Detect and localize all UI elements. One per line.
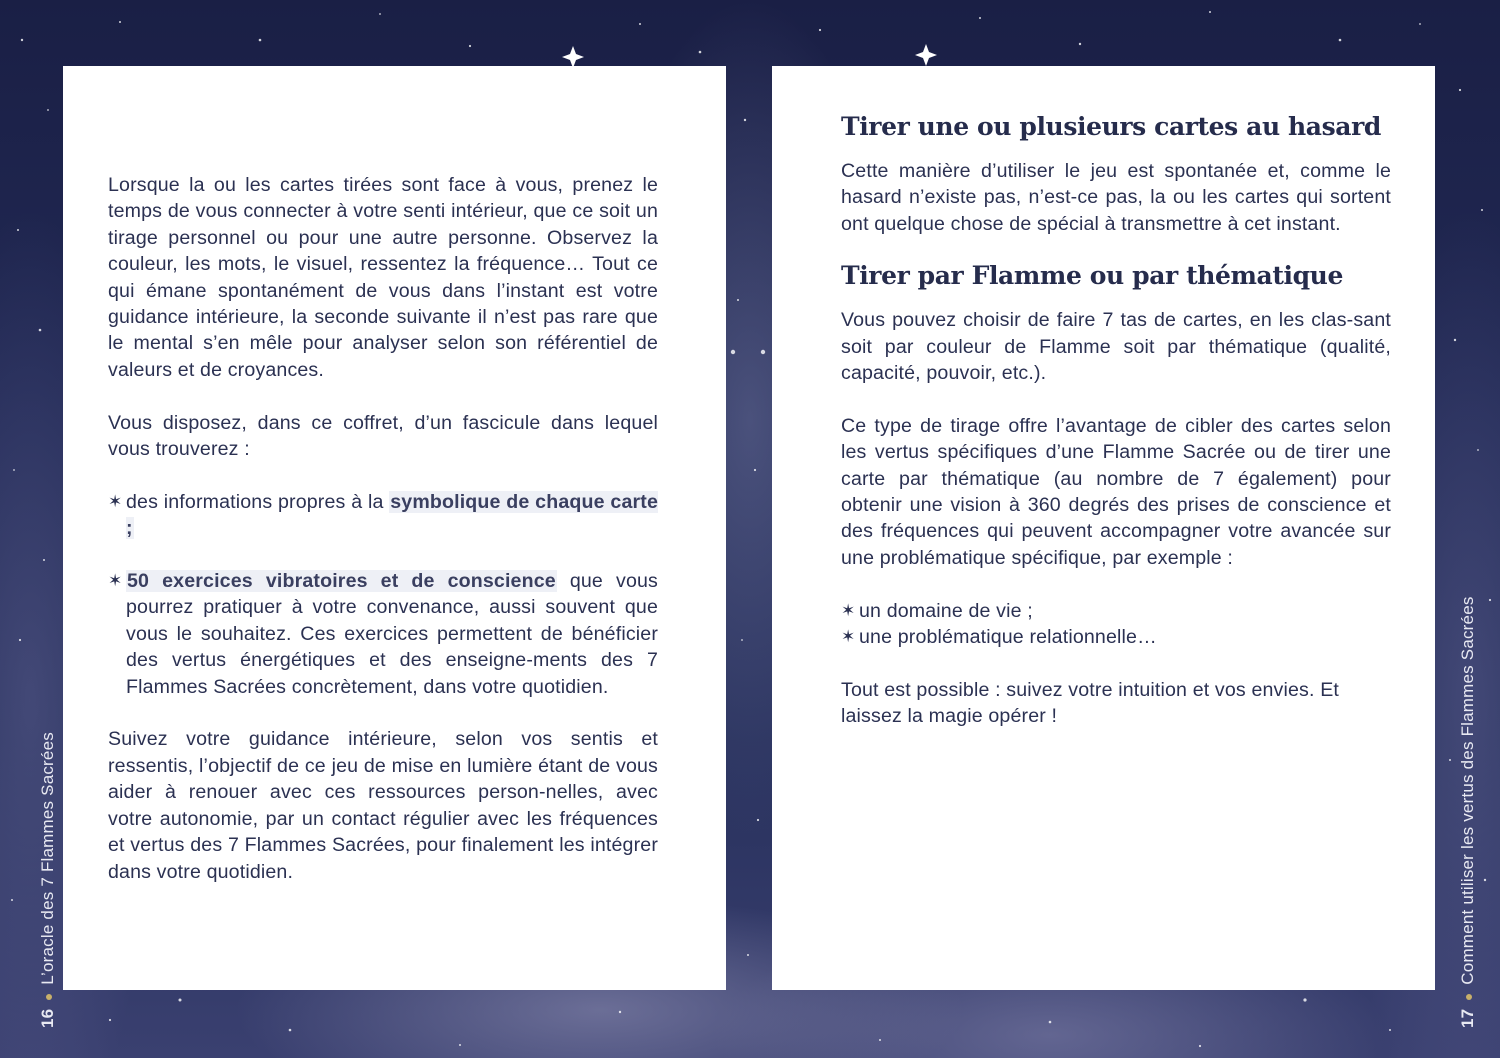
sparkle-icon bbox=[562, 46, 584, 68]
highlighted-text: symbolique de chaque carte ; bbox=[126, 490, 658, 540]
bullet-star-icon: ✶ bbox=[841, 627, 856, 647]
left-paragraph-1: Lorsque la ou les cartes tirées sont face à vous, prenez le temps de vous connecter à votre senti intérieur, que ce soit un tirage personnel ou pour une autre personne. Observez la couleur, les mots, le visuel, ressentez la fréquence… Tout ce qui émane spontanément de vous dans l’instant est votre guidance intérieure, la seconde suivante il n’est pas rare que le mental s’en mêle pour analyser selon son référentiel de valeurs et de croyances. bbox=[108, 174, 658, 381]
bullet-text: que vous pourrez pratiquer à votre convenance, aussi souvent que vous le souhaitez. Ces exercices permettent de bénéficier des vertus énergétiques et des enseigne-ments des 7 Flammes Sacrées concrètement, dans votre quotidien. bbox=[126, 570, 658, 698]
bullet-text: des informations propres à la bbox=[126, 490, 390, 513]
right-paragraph-3: Ce type de tirage offre l’avantage de cibler des cartes selon les vertus spécifiques d’une Flamme Sacrée ou de tirer une carte par thématique (au nombre de 7 également) pour obtenir une vision à 360 degrés des prises de conscience et des fréquences qui peuvent accompagner votre avancée sur une problématique spécifique, par exemple : bbox=[841, 414, 1391, 569]
bullet-star-icon: ✶ bbox=[108, 491, 123, 511]
running-title: L’oracle des 7 Flammes Sacrées bbox=[38, 732, 57, 985]
left-paragraph-3: Suivez votre guidance intérieure, selon vos sentis et ressentis, l’objectif de ce jeu de mise en lumière étant de vous aider à renouer avec ces ressources person-nelles, avec votre autonomie, par un contact régulier avec les fréquences et vertus des 7 Flammes Sacrées, pour finalement les intégrer dans votre quotidien. bbox=[108, 728, 658, 883]
bullet-text: un domaine de vie ; bbox=[859, 599, 1033, 622]
separator-dot-icon bbox=[1466, 994, 1472, 1000]
bullet-text: une problématique relationnelle… bbox=[859, 626, 1157, 649]
list-item bbox=[108, 568, 658, 700]
right-paragraph-1: Cette manière d’utiliser le jeu est spontanée et, comme le hasard n’existe pas, n’est-ce pas, la ou les cartes qui sortent ont quelque chose de spécial à transmettre à cet instant. bbox=[841, 160, 1391, 235]
separator-dot-icon bbox=[46, 994, 52, 1000]
list-item bbox=[841, 598, 1391, 624]
list-item bbox=[841, 624, 1391, 650]
right-running-footer bbox=[1458, 596, 1478, 1028]
right-page bbox=[772, 66, 1435, 990]
left-page bbox=[63, 66, 726, 990]
highlighted-text: 50 exercices vibratoires et de conscience bbox=[127, 570, 556, 593]
section-heading: Tirer par Flamme ou par thématique bbox=[841, 261, 1343, 291]
bullet-star-icon: ✶ bbox=[841, 600, 856, 620]
bullet-star-icon: ✶ bbox=[108, 571, 123, 591]
page-number: 17 bbox=[1458, 1008, 1477, 1028]
right-paragraph-2: Vous pouvez choisir de faire 7 tas de cartes, en les clas-sant soit par couleur de Flamme soit par thématique (qualité, capacité, pouvoir, etc.). bbox=[841, 309, 1391, 385]
list-item bbox=[108, 489, 658, 542]
section-heading: Tirer une ou plusieurs cartes au hasard bbox=[841, 112, 1381, 141]
running-title: Comment utiliser les vertus des Flammes Sacrées bbox=[1458, 596, 1477, 985]
page-number: 16 bbox=[38, 1008, 57, 1028]
right-paragraph-4: Tout est possible : suivez votre intuition et vos envies. Et laissez la magie opérer ! bbox=[841, 678, 1340, 728]
left-paragraph-2: Vous disposez, dans ce coffret, d’un fascicule dans lequel vous trouverez : bbox=[108, 411, 658, 461]
left-running-footer bbox=[38, 732, 58, 1028]
sparkle-icon bbox=[915, 44, 937, 66]
